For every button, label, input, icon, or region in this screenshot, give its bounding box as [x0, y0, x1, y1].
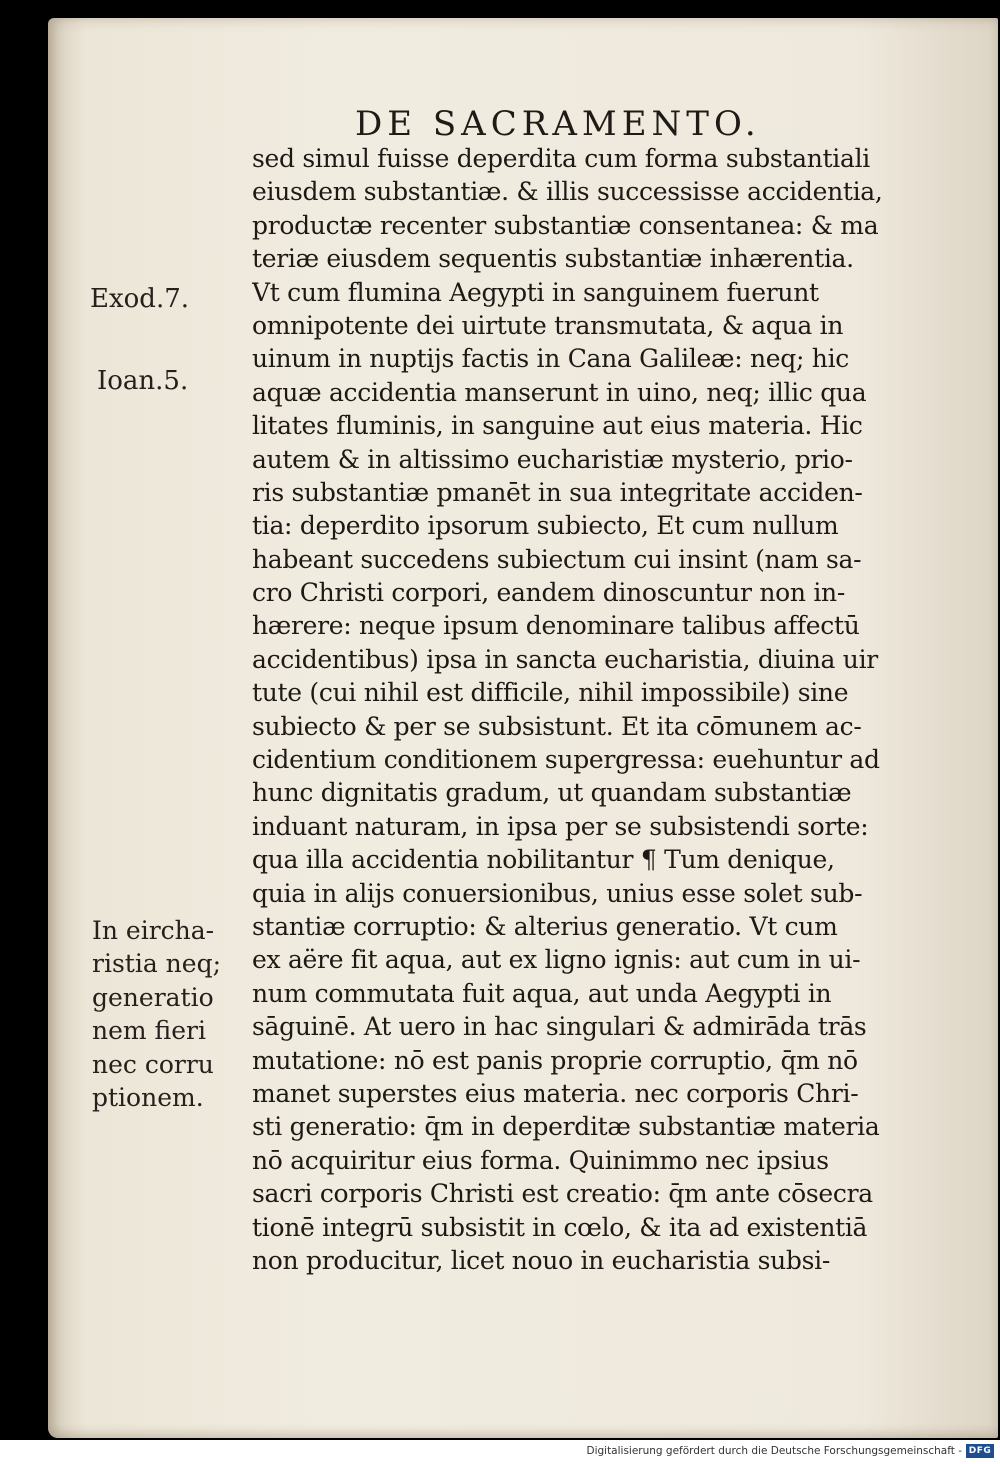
side-gloss	[92, 914, 232, 1114]
text-line: eiusdem substantiæ. & illis successisse accidentia,	[252, 177, 883, 207]
text-line: tia: deperdito ipsorum subiecto, Et cum nullum	[252, 511, 839, 541]
text-line: mutatione: nō est panis proprie corruptio, q̄m nō	[252, 1045, 858, 1075]
margin-note-exod: Exod.7.	[90, 284, 190, 314]
text-line: tute (cui nihil est difficile, nihil impossibile) sine	[252, 678, 849, 708]
text-line: sed simul fuisse deperdita cum forma substantiali	[252, 144, 870, 173]
text-line: hunc dignitatis gradum, ut quandam substantiæ	[252, 778, 852, 808]
text-line: nō acquiritur eius forma. Quinimmo nec ipsius	[252, 1145, 829, 1175]
gloss-line: ptionem.	[92, 1082, 204, 1112]
text-line: cro Christi corpori, eandem dinoscuntur non in-	[252, 578, 845, 608]
funding-credit: Digitalisierung gefördert durch die Deutsche Forschungsgemeinschaft -	[586, 1445, 962, 1457]
text-line: cidentium conditionem supergressa: euehuntur ad	[252, 745, 880, 775]
body-text	[252, 142, 927, 1277]
gloss-line: nec corru	[92, 1049, 214, 1079]
text-line: teriæ eiusdem sequentis substantiæ inhærentia.	[252, 244, 854, 274]
text-line: accidentibus) ipsa in sancta eucharistia, diuina uir	[252, 644, 878, 674]
text-line: autem & in altissimo eucharistiæ mysterio, prio-	[252, 444, 853, 474]
gloss-line: In eircha-	[92, 916, 215, 945]
text-line: hærere: neque ipsum denominare talibus affectū	[252, 611, 860, 641]
text-line: manet superstes eius materia. nec corporis Chri-	[252, 1078, 859, 1108]
text-line: ris substantiæ pmanēt in sua integritate acciden-	[252, 477, 863, 507]
footer-bar	[0, 1440, 1000, 1464]
text-line: subiecto & per se subsistunt. Et ita cōmunem ac-	[252, 711, 862, 741]
text-line: stantiæ corruptio: & alterius generatio. Vt cum	[252, 911, 838, 941]
text-line: num commutata fuit aqua, aut unda Aegypti in	[252, 978, 832, 1008]
text-line: non producitur, licet nouo in eucharistia subsi-	[252, 1245, 831, 1275]
text-line: tionē integrū subsistit in cœlo, & ita ad existentiā	[252, 1212, 868, 1242]
text-line: omnipotente dei uirtute transmutata, & aqua in	[252, 310, 844, 340]
text-line: sti generatio: q̄m in deperditæ substantiæ materia	[252, 1112, 880, 1142]
dfg-logo: DFG	[966, 1444, 994, 1458]
margin-note-ioan: Ioan.5.	[97, 366, 189, 396]
text-line: uinum in nuptijs factis in Cana Galileæ: neq; hic	[252, 344, 849, 374]
text-line: aquæ accidentia manserunt in uino, neq; illic qua	[252, 377, 867, 407]
text-line: ex aëre fit aqua, aut ex ligno ignis: aut cum in ui-	[252, 945, 861, 975]
text-line: qua illa accidentia nobilitantur ¶ Tum denique,	[252, 845, 835, 875]
running-header: DE SACRAMENTO.	[355, 104, 761, 144]
gloss-line: ristia neq;	[92, 949, 221, 979]
text-line: productæ recenter substantiæ consentanea: & ma	[252, 210, 879, 240]
gloss-line: nem fieri	[92, 1016, 206, 1046]
text-line: induant naturam, in ipsa per se subsistendi sorte:	[252, 811, 869, 841]
text-line: sacri corporis Christi est creatio: q̄m ante cōsecra	[252, 1179, 873, 1209]
text-line: litates fluminis, in sanguine aut eius materia. Hic	[252, 411, 863, 441]
text-line: sāguinē. At uero in hac singulari & admirāda trās	[252, 1012, 867, 1042]
text-line: habeant succedens subiectum cui insint (nam sa-	[252, 544, 862, 574]
text-line: Vt cum flumina Aegypti in sanguinem fuerunt	[252, 277, 819, 307]
gloss-line: generatio	[92, 982, 214, 1012]
text-line: quia in alijs conuersionibus, unius esse solet sub-	[252, 878, 863, 908]
